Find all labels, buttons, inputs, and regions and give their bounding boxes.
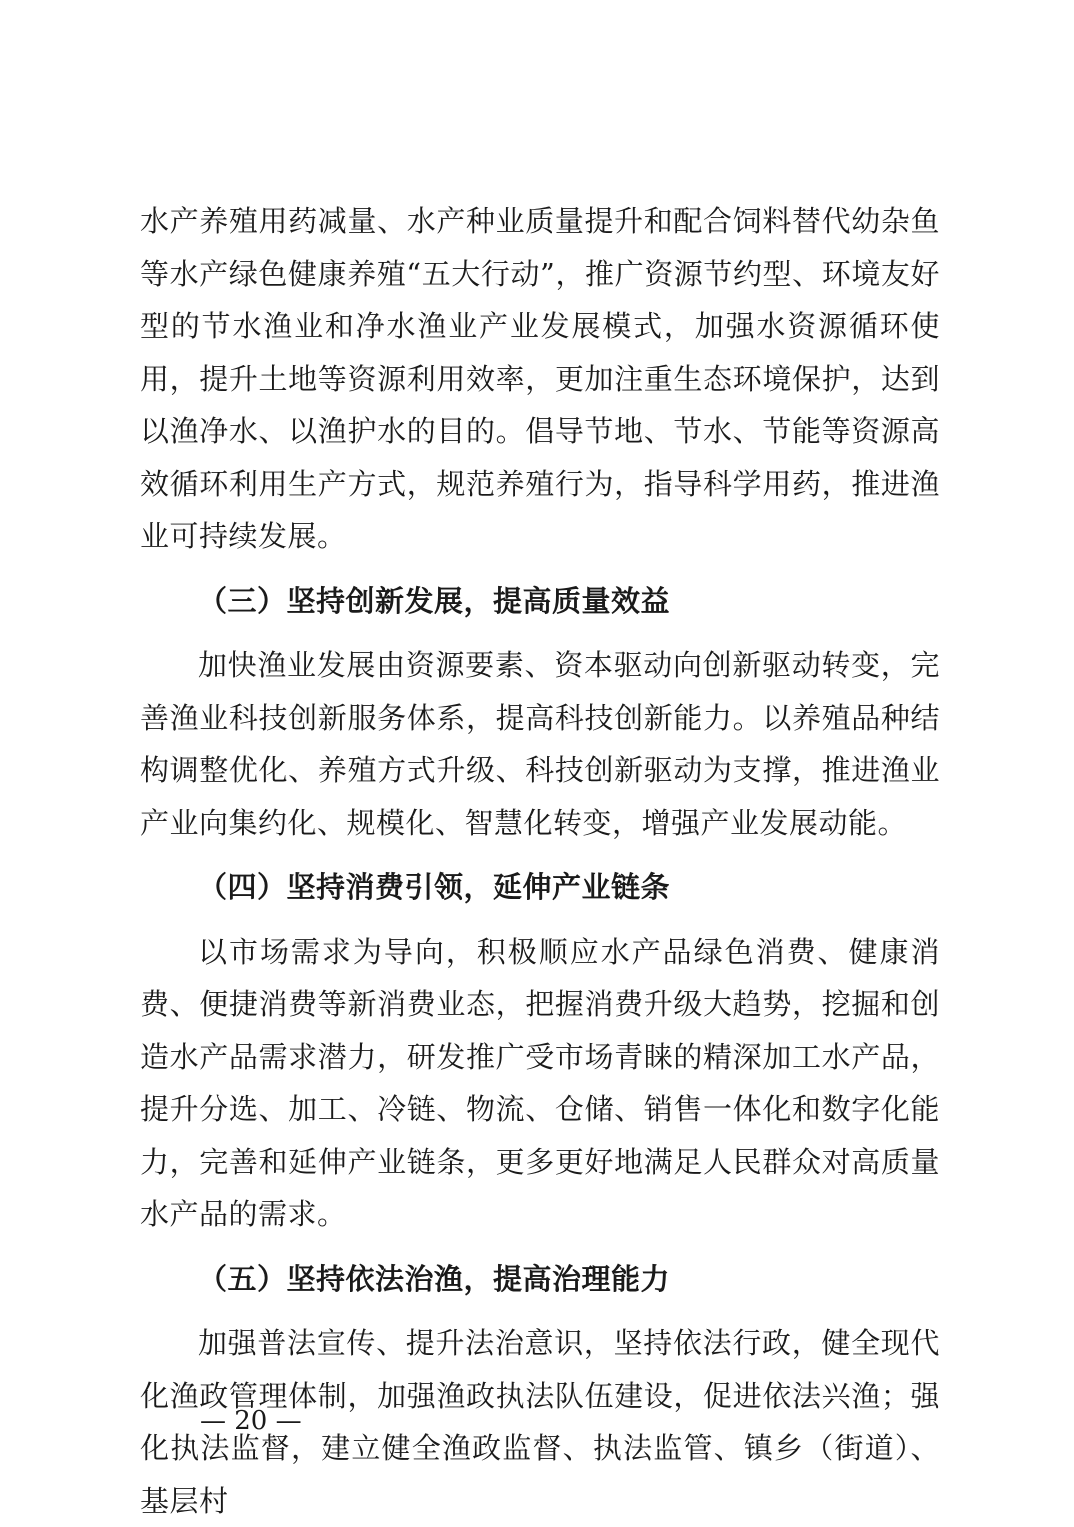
section-heading-innovation: （三）坚持创新发展，提高质量效益 — [198, 583, 671, 618]
document-body — [140, 195, 940, 1527]
section-heading-consumption: （四）坚持消费引领，延伸产业链条 — [198, 870, 671, 904]
paragraph-green-aquaculture: 水产养殖用药减量、水产种业质量提升和配合饲料替代幼杂鱼等水产绿色健康养殖“五大行动”，推广资源节约型、环境友好型的节水渔业和净水渔业产业发展模式，加强水资源循环使用，提升土地等资源利用效率，更加注重生态环境保护，达到以渔净水、以渔护水的目的。倡导节地、节水、节能等资源高效循环利用生产方式，规范养殖行为，指导科学用药，推进渔业可持续发展。 — [140, 204, 940, 553]
paragraph-consumption: 以市场需求为导向，积极顺应水产品绿色消费、健康消费、便捷消费等新消费业态，把握消费升级大趋势，挖掘和创造水产品需求潜力，研发推广受市场青睐的精深加工水产品，提升分选、加工、冷链、物流、仓储、销售一体化和数字化能力，完善和延伸产业链条，更多更好地满足人民群众对高质量水产品的需求。 — [140, 934, 940, 1231]
section-heading-rule-of-law: （五）坚持依法治渔，提高治理能力 — [198, 1261, 671, 1296]
paragraph-innovation: 加快渔业发展由资源要素、资本驱动向创新驱动转变，完善渔业科技创新服务体系，提高科技创新能力。以养殖品种结构调整优化、养殖方式升级、科技创新驱动为支撑，推进渔业产业向集约化、规模化、智慧化转变，增强产业发展动能。 — [140, 648, 940, 840]
page-number: — 20 — — [200, 1406, 302, 1436]
paragraph-rule-of-law: 加强普法宣传、提升法治意识，坚持依法行政，健全现代化渔政管理体制，加强渔政执法队伍建设，促进依法兴渔；强化执法监督，建立健全渔政监督、执法监管、镇乡（街道）、基层村 — [140, 1326, 940, 1518]
